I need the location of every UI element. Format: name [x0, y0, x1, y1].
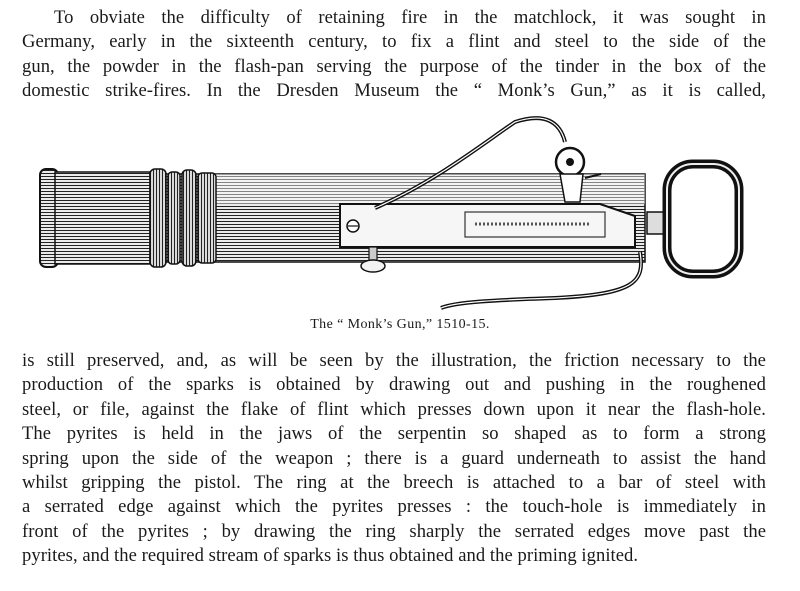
- figure-caption: The “ Monk’s Gun,” 1510-15.: [310, 317, 490, 332]
- breech-ring: [647, 164, 739, 274]
- text-line: production of the sparks is obtained by drawing out and pushing in the roughened: [22, 374, 766, 396]
- paragraph-top: [22, 6, 766, 104]
- text-line: The pyrites is held in the jaws of the serpentin so shaped as to form a strong: [22, 423, 766, 445]
- barrel-rings: [150, 169, 216, 267]
- text-line: domestic strike-fires. In the Dresden Museum the “ Monk’s Gun,” as it is called,: [22, 80, 766, 102]
- text-line: To obviate the difficulty of retaining fire in the matchlock, it was sought in: [54, 7, 766, 28]
- text-line: gun, the powder in the flash-pan serving the purpose of the tinder in the box of the: [22, 55, 766, 77]
- text-line: whilst gripping the pistol. The ring at the breech is attached to a bar of steel with: [22, 472, 766, 494]
- text-line: pyrites, and the required stream of sparks is thus obtained and the priming ignited.: [22, 545, 639, 567]
- text-line: is still preserved, and, as will be seen by the illustration, the friction necessary to the: [22, 350, 766, 371]
- text-line: a serrated edge against which the pyrites presses : the touch-hole is immediately in: [22, 496, 766, 518]
- text-line: steel, or file, against the flake of flint which presses down upon it near the flash-hole.: [22, 398, 766, 420]
- text-line: front of the pyrites ; by drawing the ring sharply the serrated edges move past the: [22, 520, 766, 542]
- muzzle: [40, 169, 150, 267]
- text-line: spring upon the side of the weapon ; there is a guard underneath to assist the hand: [22, 447, 766, 469]
- text-line: Germany, early in the sixteenth century, to fix a flint and steel to the side of the: [22, 31, 766, 53]
- monks-gun-illustration: [35, 112, 755, 318]
- lock-plate: [340, 204, 635, 247]
- paragraph-bottom: [22, 349, 766, 569]
